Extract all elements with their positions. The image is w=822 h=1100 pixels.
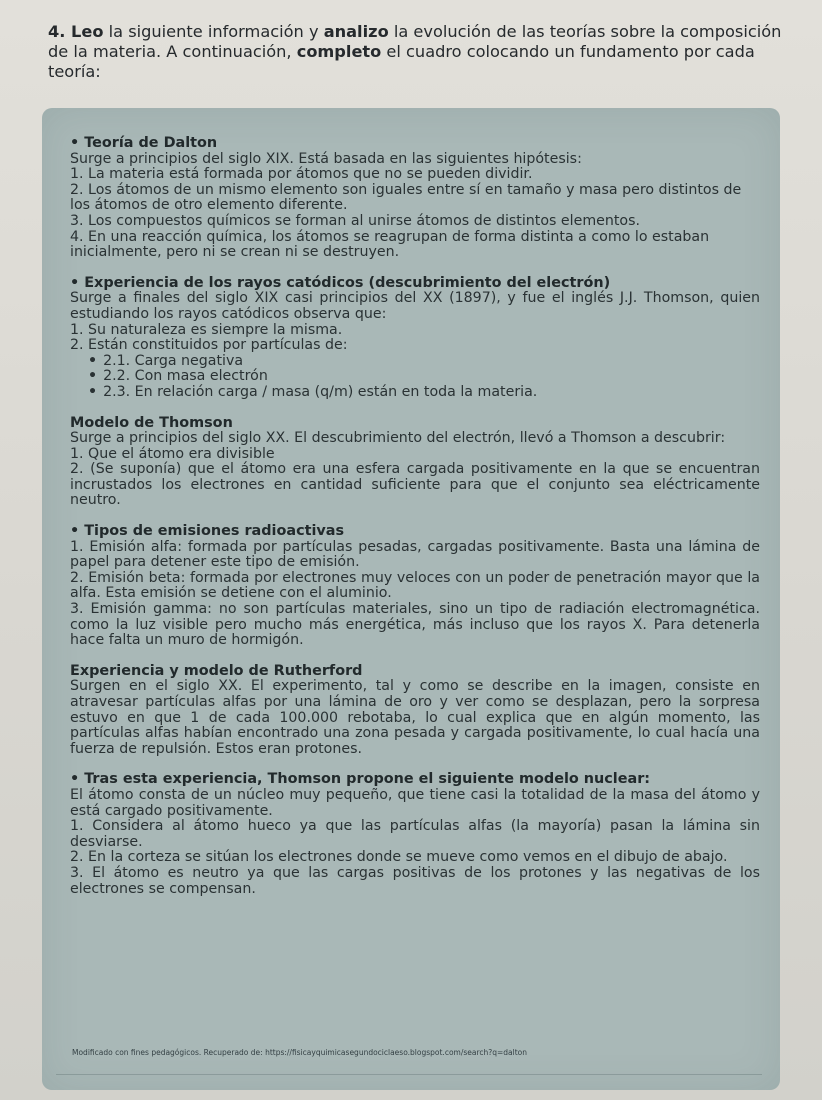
- section-title: Experiencia y modelo de Rutherford: [70, 662, 363, 679]
- text-line: 2. (Se suponía) que el átomo era una esfera cargada positivamente en la que se encuentran incrustados los electrones en cantidad suficiente para que el conjunto sea eléctricamente neutro.: [70, 461, 760, 509]
- text-line: 1. La materia está formada por átomos que no se pueden dividir.: [70, 166, 533, 183]
- text-line: 2. Están constituidos por partículas de:: [70, 337, 348, 354]
- section-dalton: [70, 136, 760, 261]
- text-line: 1. Emisión alfa: formada por partículas pesadas, cargadas positivamente. Basta una lámina de papel para detener este tipo de emisión.: [70, 538, 760, 571]
- section-rutherford: [70, 664, 760, 758]
- text-line: 3. Emisión gamma: no son partículas materiales, sino un tipo de radiación electromagnética. como la luz visible pero mucho más energética, más incluso que los rayos X. Para detenerla hace falta un muro de hormigón.: [70, 601, 760, 649]
- source-credit: Modificado con fines pedagógicos. Recuperado de: https://fisicayquimicasegundociclaeso.blogspot.com/search?q=dalton: [72, 1048, 528, 1057]
- intro-text-1: la siguiente información y: [103, 22, 324, 41]
- intro-text-2: la evolución de las teorías sobre la composición de la materia. A continuación,: [48, 22, 782, 61]
- text-line: 2. En la corteza se sitúan los electrones donde se mueve como vemos en el dibujo de abajo.: [70, 849, 728, 866]
- section-title: • Teoría de Dalton: [70, 136, 760, 152]
- intro-bold-3: completo: [296, 42, 382, 61]
- text-line: 1. Considera al átomo hueco ya que las partículas alfas (la mayoría) pasan la lámina sin desviarse.: [70, 818, 760, 850]
- text-line: Surge a principios del siglo XIX. Está basada en las siguientes hipótesis:: [70, 150, 582, 167]
- text-line: Surge a principios del siglo XX. El descubrimiento del electrón, llevó a Thomson a descubrir:: [70, 430, 726, 447]
- text-line: 2. Emisión beta: formada por electrones muy veloces con un poder de penetración mayor que la alfa. Esta emisión se detiene con el aluminio.: [70, 569, 760, 602]
- text-line: Surgen en el siglo XX. El experimento, tal y como se describe en la imagen, consiste en atravesar partículas alfas por una lámina de oro y ver como se desplazan, pero la sorpresa estuvo en que 1 de cada 100.000 rebotaba, lo cual explica que en algún momento, las partículas alfas habían encontrado una zona pesada y cargada positivamente, lo cual hacía una fuerza de repulsión. Estos eran protones.: [70, 678, 760, 757]
- intro-bold-1: Leo: [65, 22, 104, 41]
- text-line: El átomo consta de un núcleo muy pequeño, que tiene casi la totalidad de la masa del átomo y está cargado positivamente.: [70, 786, 760, 819]
- divider: [56, 1074, 762, 1075]
- sub-item: • 2.1. Carga negativa: [88, 354, 760, 370]
- text-line: 1. Su naturaleza es siempre la misma.: [70, 321, 343, 338]
- info-content: [70, 136, 760, 912]
- sub-item: • 2.3. En relación carga / masa (q/m) están en toda la materia.: [88, 385, 760, 401]
- text-line: Surge a finales del siglo XIX casi principios del XX (1897), y fue el inglés J.J. Thomson, quien estudiando los rayos catódicos observa que:: [70, 290, 760, 322]
- section-title: • Tipos de emisiones radioactivas: [70, 524, 760, 540]
- section-nuclear: [70, 772, 760, 897]
- text-line: 3. Los compuestos químicos se forman al unirse átomos de distintos elementos.: [70, 212, 641, 229]
- text-line: 1. Que el átomo era divisible: [70, 445, 275, 462]
- question-number: 4.: [48, 22, 66, 41]
- section-radioactivas: [70, 524, 760, 649]
- sub-item: • 2.2. Con masa electrón: [88, 369, 760, 385]
- section-title: • Experiencia de los rayos catódicos (descubrimiento del electrón): [70, 276, 760, 292]
- text-line: 4. En una reacción química, los átomos se reagrupan de forma distinta a como lo estaban inicialmente, pero ni se crean ni se destruyen.: [70, 228, 710, 261]
- intro-text-3: el cuadro colocando un fundamento por cada teoría:: [48, 42, 755, 81]
- text-line: 3. El átomo es neutro ya que las cargas positivas de los protones y las negativas de los electrones se compensan.: [70, 864, 760, 897]
- sub-list: [70, 354, 760, 401]
- intro-bold-2: analizo: [323, 22, 389, 41]
- section-title: Modelo de Thomson: [70, 414, 233, 431]
- section-catodicos: [70, 276, 760, 401]
- text-line: 2. Los átomos de un mismo elemento son iguales entre sí en tamaño y masa pero distintos de los átomos de otro elemento diferente.: [70, 181, 742, 214]
- section-title: • Tras esta experiencia, Thomson propone el siguiente modelo nuclear:: [70, 772, 760, 788]
- instruction-paragraph: [48, 22, 788, 82]
- section-thomson: [70, 416, 760, 510]
